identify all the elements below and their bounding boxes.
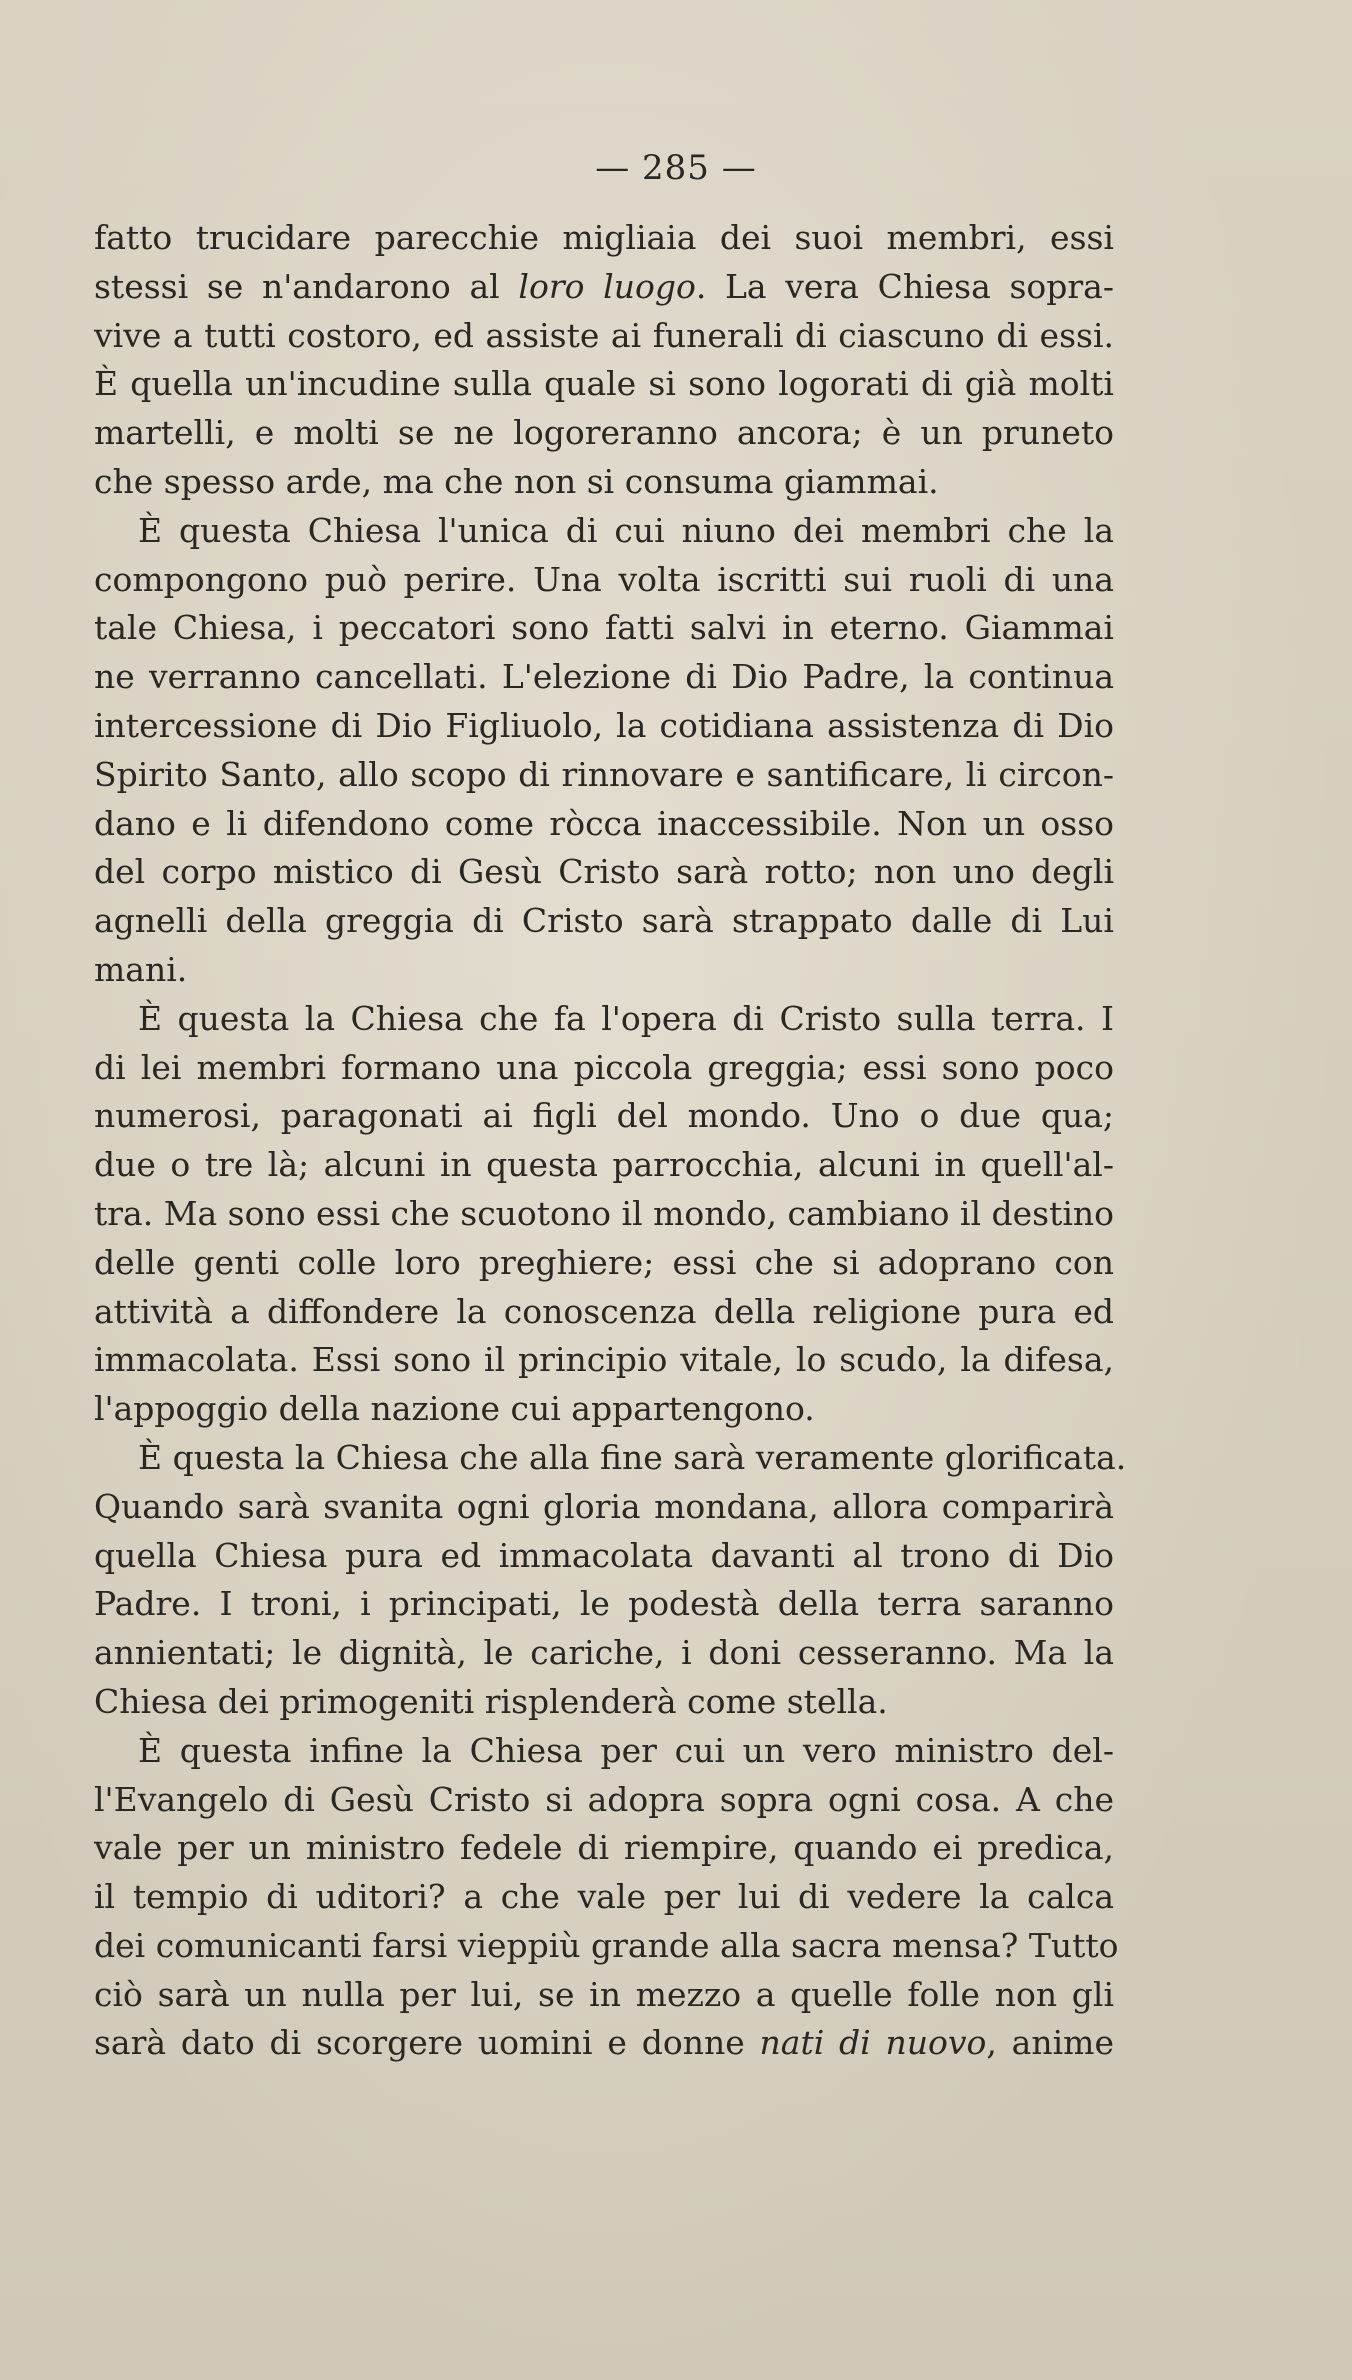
text-line: delle genti colle loro preghiere; essi che si adoprano con bbox=[94, 1242, 1114, 1282]
text-line: Quando sarà svanita ogni gloria mondana, allora comparirà bbox=[94, 1486, 1114, 1526]
text-line: intercessione di Dio Figliuolo, la cotidiana assistenza di Dio bbox=[94, 705, 1114, 745]
text-line: il tempio di uditori? a che vale per lui di vedere la calca bbox=[94, 1877, 1114, 1917]
paragraph-start-line: È questa infine la Chiesa per cui un vero ministro del- bbox=[138, 1730, 1114, 1770]
text-line: ne verranno cancellati. L'elezione di Dio Padre, la continua bbox=[94, 657, 1114, 697]
text-line: stessi se n'andarono al loro luogo. La vera Chiesa sopra- bbox=[94, 266, 1114, 306]
paragraph-start-line: È questa la Chiesa che alla fine sarà veramente glorificata. bbox=[138, 1437, 1127, 1477]
text-line: martelli, e molti se ne logoreranno ancora; è un pruneto bbox=[94, 413, 1114, 453]
text-line: agnelli della greggia di Cristo sarà strappato dalle di Lui bbox=[94, 901, 1114, 941]
text-line: numerosi, paragonati ai figli del mondo. Uno o due qua; bbox=[94, 1096, 1114, 1136]
text-line: di lei membri formano una piccola greggia; essi sono poco bbox=[94, 1047, 1114, 1087]
text-line: fatto trucidare parecchie migliaia dei suoi membri, essi bbox=[94, 218, 1114, 257]
text-line: annientati; le dignità, le cariche, i doni cesseranno. Ma la bbox=[94, 1633, 1114, 1673]
text-line: È quella un'incudine sulla quale si sono logorati di già molti bbox=[94, 364, 1114, 404]
italic-phrase: loro luogo bbox=[518, 266, 696, 306]
text-line: attività a diffondere la conoscenza della religione pura ed bbox=[94, 1291, 1114, 1331]
text-line: due o tre là; alcuni in questa parrocchia, alcuni in quell'al- bbox=[94, 1145, 1114, 1185]
text-line: tale Chiesa, i peccatori sono fatti salvi in eterno. Giammai bbox=[94, 608, 1114, 648]
paragraph-start-line: È questa la Chiesa che fa l'opera di Cristo sulla terra. I bbox=[138, 998, 1114, 1038]
text-line: del corpo mistico di Gesù Cristo sarà rotto; non uno degli bbox=[94, 852, 1114, 892]
text-line: vale per un ministro fedele di riempire, quando ei predica, bbox=[94, 1828, 1114, 1868]
text-line: immacolata. Essi sono il principio vitale, lo scudo, la difesa, bbox=[94, 1340, 1114, 1380]
text-line: dei comunicanti farsi vieppiù grande alla sacra mensa? Tutto bbox=[94, 1925, 1119, 1965]
text-line: ciò sarà un nulla per lui, se in mezzo a quelle folle non gli bbox=[94, 1974, 1114, 2014]
text-line: vive a tutti costoro, ed assiste ai funerali di ciascuno di essi. bbox=[94, 315, 1114, 355]
text-line: l'Evangelo di Gesù Cristo si adopra sopra ogni cosa. A che bbox=[94, 1779, 1114, 1819]
paragraph-end-line: Chiesa dei primogeniti risplenderà come stella. bbox=[94, 1681, 888, 1721]
paragraph-end-line: mani. bbox=[94, 949, 188, 989]
body-text bbox=[94, 214, 1127, 2068]
text-line: compongono può perire. Una volta iscritti sui ruoli di una bbox=[94, 559, 1114, 599]
text-line: dano e li difendono come ròcca inaccessibile. Non un osso bbox=[94, 803, 1114, 843]
page-number: — 285 — bbox=[595, 148, 757, 188]
paragraph-end-line: l'appoggio della nazione cui appartengono. bbox=[94, 1389, 815, 1429]
text-line: Padre. I troni, i principati, le podestà della terra saranno bbox=[94, 1584, 1114, 1624]
italic-phrase: nati di nuovo bbox=[759, 2023, 987, 2063]
text-line: quella Chiesa pura ed immacolata davanti al trono di Dio bbox=[94, 1535, 1114, 1575]
paragraph-end-line: che spesso arde, ma che non si consuma giammai. bbox=[94, 461, 939, 501]
text-line: sarà dato di scorgere uomini e donne nati di nuovo, anime bbox=[94, 2023, 1114, 2063]
text-line: Spirito Santo, allo scopo di rinnovare e santificare, li circon- bbox=[94, 754, 1114, 794]
paragraph-start-line: È questa Chiesa l'unica di cui niuno dei membri che la bbox=[138, 510, 1114, 550]
text-line: tra. Ma sono essi che scuotono il mondo, cambiano il destino bbox=[94, 1193, 1115, 1233]
